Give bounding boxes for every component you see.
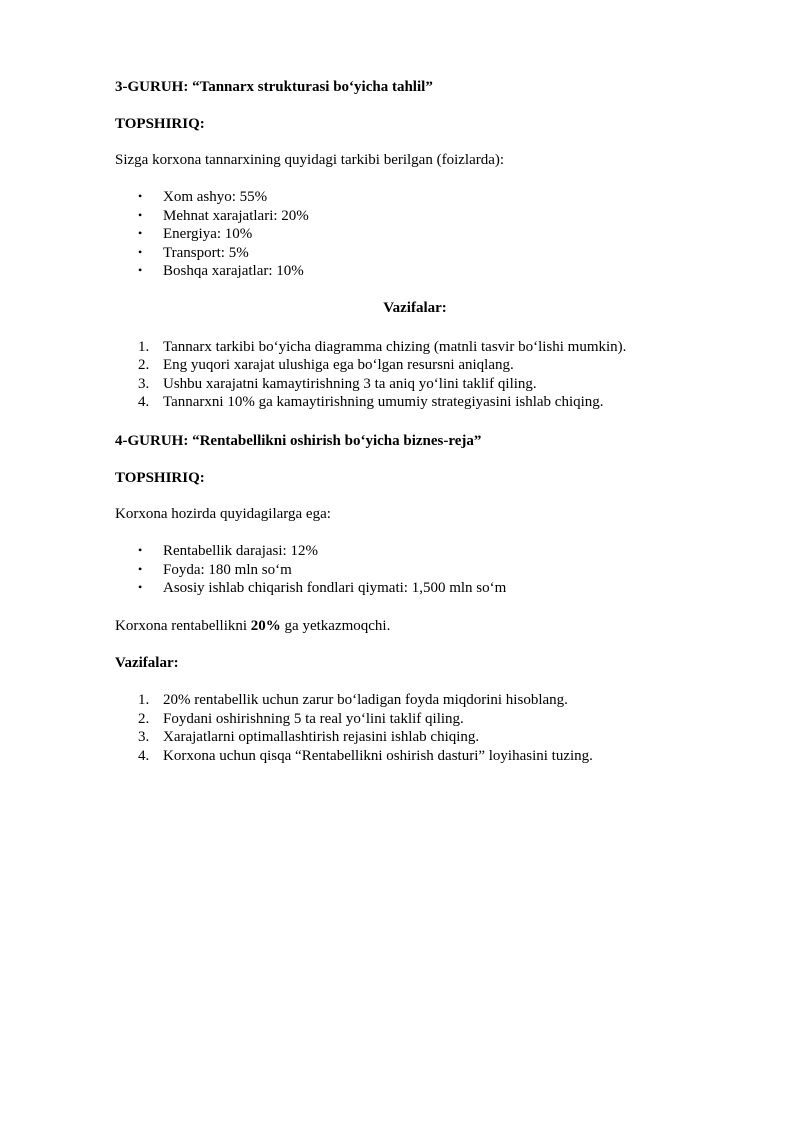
list-item	[138, 579, 507, 597]
bullet-marker: •	[138, 245, 143, 259]
section3-task-heading: TOPSHIRIQ:	[115, 116, 205, 132]
section4-tasks-heading: Vazifalar:	[115, 655, 179, 671]
list-item	[138, 262, 304, 280]
number-marker: 1.	[138, 339, 150, 355]
bullet-marker: •	[138, 543, 143, 557]
list-item-text: Transport: 5%	[163, 245, 249, 261]
bullet-marker: •	[138, 263, 143, 277]
section4-task-heading: TOPSHIRIQ:	[115, 470, 205, 486]
goal-target: 20%	[250, 618, 281, 634]
list-item-text: Mehnat xarajatlari: 20%	[163, 208, 309, 224]
goal-prefix: Korxona rentabellikni	[115, 618, 251, 634]
list-item-text: Energiya: 10%	[163, 226, 253, 242]
numbered-item-text: Xarajatlarni optimallashtirish rejasini ishlab chiqing.	[163, 729, 480, 745]
numbered-item-text: Korxona uchun qisqa “Rentabellikni oshirish dasturi” loyihasini tuzing.	[163, 748, 593, 764]
bullet-marker: •	[138, 208, 143, 222]
list-item	[138, 207, 309, 225]
list-item-text: Xom ashyo: 55%	[163, 189, 268, 205]
numbered-item-text: Eng yuqori xarajat ulushiga ega bo‘lgan resursni aniqlang.	[163, 357, 514, 373]
list-item-text: Rentabellik darajasi: 12%	[163, 543, 318, 559]
goal-suffix: ga yetkazmoqchi.	[280, 618, 391, 634]
number-marker: 4.	[138, 748, 150, 764]
section4-title: 4-GURUH: “Rentabellikni oshirish bo‘yicha biznes-reja”	[115, 433, 482, 449]
section3-tasks-heading: Vazifalar:	[383, 300, 447, 316]
numbered-item-text: Tannarx tarkibi bo‘yicha diagramma chizing (matnli tasvir bo‘lishi mumkin).	[163, 339, 627, 355]
numbered-item-text: 20% rentabellik uchun zarur bo‘ladigan foyda miqdorini hisoblang.	[163, 692, 568, 708]
list-item-text: Asosiy ishlab chiqarish fondlari qiymati: 1,500 mln so‘m	[163, 580, 507, 596]
number-marker: 4.	[138, 394, 150, 410]
list-item	[138, 561, 292, 579]
bullet-marker: •	[138, 189, 143, 203]
numbered-item-text: Foydani oshirishning 5 ta real yo‘lini taklif qiling.	[163, 711, 464, 727]
bullet-marker: •	[138, 226, 143, 240]
list-item-text: Boshqa xarajatlar: 10%	[163, 263, 304, 279]
number-marker: 3.	[138, 376, 150, 392]
number-marker: 2.	[138, 357, 150, 373]
section4-intro: Korxona hozirda quyidagilarga ega:	[115, 506, 331, 522]
list-item	[138, 188, 268, 206]
section3-intro: Sizga korxona tannarxining quyidagi tarkibi berilgan (foizlarda):	[115, 152, 505, 168]
list-item	[138, 225, 253, 243]
number-marker: 3.	[138, 729, 150, 745]
numbered-item-text: Tannarxni 10% ga kamaytirishning umumiy strategiyasini ishlab chiqing.	[163, 394, 604, 410]
bullet-marker: •	[138, 580, 143, 594]
number-marker: 1.	[138, 692, 150, 708]
section3-title: 3-GURUH: “Tannarx strukturasi bo‘yicha tahlil”	[115, 79, 433, 95]
list-item-text: Foyda: 180 mln so‘m	[163, 562, 292, 578]
section4-goal	[115, 617, 390, 635]
number-marker: 2.	[138, 711, 150, 727]
bullet-marker: •	[138, 562, 143, 576]
list-item	[138, 244, 249, 262]
list-item	[138, 542, 318, 560]
numbered-item-text: Ushbu xarajatni kamaytirishning 3 ta aniq yo‘lini taklif qiling.	[163, 376, 537, 392]
